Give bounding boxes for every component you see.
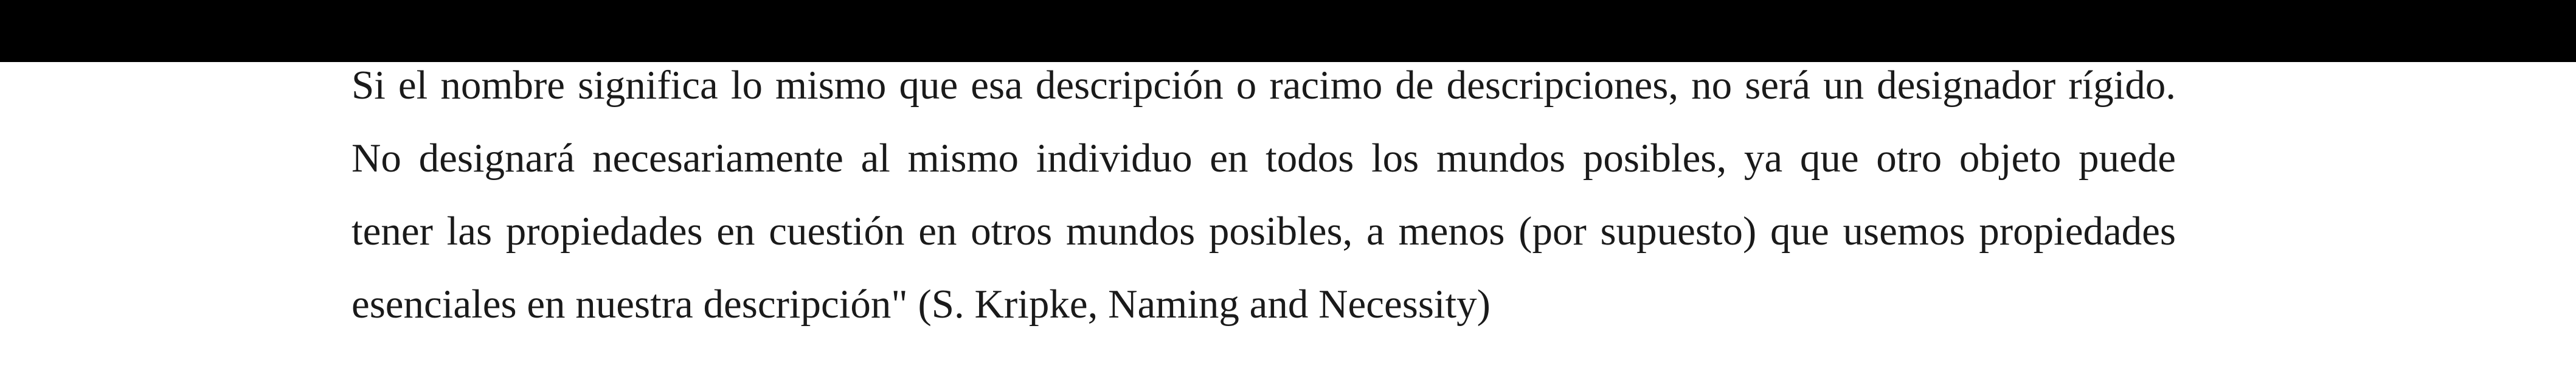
text-line-4: esenciales en nuestra descripción" (S. Kripke, Naming and Necessity) [351, 282, 1491, 327]
text-line-2: No designará necesariamente al mismo individuo en todos los mundos posibles, ya que otro objeto puede [351, 136, 2176, 181]
quote-paragraph [351, 49, 2176, 341]
text-line-3: tener las propiedades en cuestión en otros mundos posibles, a menos (por supuesto) que usemos propiedades [351, 209, 2176, 254]
text-line-1: Si el nombre significa lo mismo que esa descripción o racimo de descripciones, no será un designador rígido. [351, 63, 2176, 108]
top-black-bar [0, 0, 2576, 62]
